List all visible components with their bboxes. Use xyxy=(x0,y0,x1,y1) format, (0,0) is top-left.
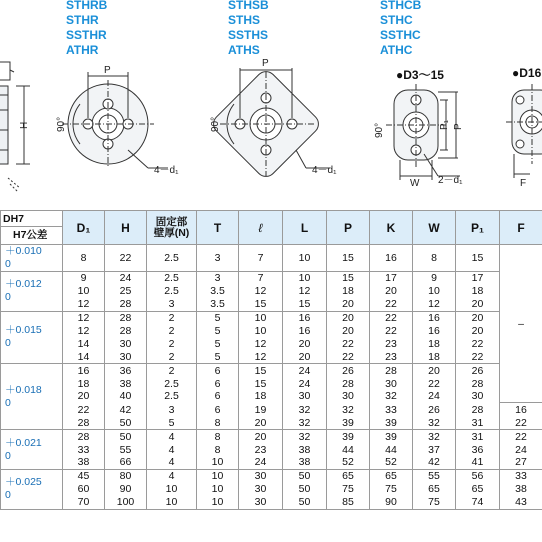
header-f: F xyxy=(500,211,542,245)
series-name: ATHR xyxy=(66,43,99,57)
series-name: STHC xyxy=(380,13,413,27)
table-cell: 2.5 xyxy=(147,377,197,390)
header-p: P xyxy=(327,211,370,245)
table-cell: 10 xyxy=(413,285,456,298)
variant-label-d3-15: ●D3～15 xyxy=(396,68,444,82)
table-cell: 8 xyxy=(197,430,239,443)
table-cell: 4 xyxy=(147,430,197,443)
tolerance-upper: ＋0.012 xyxy=(5,278,42,291)
table-cell: 6 xyxy=(197,364,239,377)
table-cell: 24 xyxy=(500,443,542,456)
table-cell: 2 xyxy=(147,364,197,377)
table-cell: 2.5 xyxy=(147,285,197,298)
table-cell: 2 xyxy=(147,325,197,338)
table-cell: 31 xyxy=(456,416,500,429)
table-cell: 20 xyxy=(327,298,370,311)
series-name: SSTHR xyxy=(66,28,107,42)
table-cell: 22 xyxy=(327,337,370,350)
table-row xyxy=(1,272,542,285)
dim-label-holes: 4－d₁ xyxy=(154,165,179,176)
table-cell: 42 xyxy=(413,456,456,469)
table-cell: 32 xyxy=(283,403,327,416)
table-cell: 7 xyxy=(239,245,283,272)
table-cell: 60 xyxy=(63,483,105,496)
table-row xyxy=(1,496,542,509)
table-cell: 10 xyxy=(147,483,197,496)
dim-label-90: 90° xyxy=(56,116,67,132)
table-cell: 5 xyxy=(197,311,239,324)
table-cell: 26 xyxy=(456,364,500,377)
tolerance-cell xyxy=(1,272,63,312)
table-row xyxy=(1,350,542,363)
table-cell: 75 xyxy=(370,483,413,496)
table-cell: 2.5 xyxy=(147,245,197,272)
table-cell: 5 xyxy=(197,350,239,363)
table-cell: 20 xyxy=(327,325,370,338)
table-cell: 39 xyxy=(327,430,370,443)
table-row xyxy=(1,377,542,390)
table-cell: 18 xyxy=(239,390,283,403)
table-row xyxy=(1,403,542,416)
table-cell: 31 xyxy=(456,430,500,443)
f-not-applicable-cell: – xyxy=(500,245,542,403)
variant-label-d16: ●D16 xyxy=(512,66,542,80)
table-cell: 10 xyxy=(283,272,327,285)
table-cell: 10 xyxy=(197,483,239,496)
table-cell: 4 xyxy=(147,456,197,469)
header-fixed-wall-line1: 固定部 xyxy=(155,215,188,228)
round-flange-drawing xyxy=(62,72,168,168)
header-fixed-wall-line2: 壁厚(N) xyxy=(153,226,190,239)
tolerance-cell xyxy=(1,430,63,470)
table-cell: 28 xyxy=(456,403,500,416)
dim-label-H: H xyxy=(19,121,30,129)
table-cell: 18 xyxy=(413,350,456,363)
table-cell: 32 xyxy=(283,430,327,443)
table-cell: 44 xyxy=(327,443,370,456)
table-cell: 28 xyxy=(327,377,370,390)
table-cell: 75 xyxy=(327,483,370,496)
table-cell: 28 xyxy=(456,377,500,390)
table-cell: 20 xyxy=(283,350,327,363)
table-cell: 41 xyxy=(456,456,500,469)
table-cell: 66 xyxy=(105,456,147,469)
tolerance-upper: ＋0.025 xyxy=(5,476,42,489)
table-cell: 6 xyxy=(197,403,239,416)
dim-label-P: P xyxy=(262,58,269,69)
table-cell: 22 xyxy=(370,311,413,324)
series-name: SSTHC xyxy=(380,28,421,42)
tolerance-cell xyxy=(1,311,63,364)
tolerance-lower: 0 xyxy=(5,337,11,350)
table-cell: 20 xyxy=(239,416,283,429)
table-cell: 38 xyxy=(63,456,105,469)
table-cell: 5 xyxy=(197,325,239,338)
table-cell: 43 xyxy=(500,496,542,509)
table-cell: 37 xyxy=(413,443,456,456)
table-cell: 36 xyxy=(105,364,147,377)
table-cell: 18 xyxy=(63,377,105,390)
tolerance-cell xyxy=(1,364,63,430)
table-header-row xyxy=(1,211,542,245)
table-cell: 12 xyxy=(239,285,283,298)
table-cell: 24 xyxy=(239,456,283,469)
table-cell: 65 xyxy=(370,469,413,482)
dim-label-P: P xyxy=(104,65,111,76)
table-cell: 32 xyxy=(370,390,413,403)
table-row xyxy=(1,483,542,496)
header-dh7 xyxy=(1,211,63,245)
table-cell: 16 xyxy=(63,364,105,377)
table-cell: 33 xyxy=(500,469,542,482)
table-cell: 16 xyxy=(370,245,413,272)
table-row xyxy=(1,430,542,443)
table-cell: 10 xyxy=(197,469,239,482)
table-cell: 3 xyxy=(197,245,239,272)
series-name: SSTHS xyxy=(228,28,269,42)
table-cell: 18 xyxy=(456,285,500,298)
table-cell: 30 xyxy=(327,390,370,403)
table-cell: 23 xyxy=(370,337,413,350)
tolerance-upper: ＋0.018 xyxy=(5,383,42,396)
table-cell: 23 xyxy=(370,350,413,363)
tolerance-lower: 0 xyxy=(5,396,11,409)
dim-label-W: W xyxy=(410,178,420,189)
table-cell: 30 xyxy=(239,496,283,509)
table-cell: 3.5 xyxy=(197,298,239,311)
table-cell: 15 xyxy=(239,364,283,377)
table-cell: 20 xyxy=(63,390,105,403)
table-cell: 17 xyxy=(456,272,500,285)
table-row xyxy=(1,285,542,298)
table-cell: 39 xyxy=(370,416,413,429)
table-cell: 80 xyxy=(105,469,147,482)
table-cell: 14 xyxy=(63,337,105,350)
table-cell: 12 xyxy=(239,337,283,350)
table-cell: 30 xyxy=(105,337,147,350)
header-h: H xyxy=(105,211,147,245)
tolerance-upper: ＋0.010 xyxy=(5,245,42,257)
table-row xyxy=(1,364,542,377)
table-cell: 38 xyxy=(105,377,147,390)
table-cell: 22 xyxy=(63,403,105,416)
header-d1: D₁ xyxy=(63,211,105,245)
dim-label-holes: 2－d₁ xyxy=(438,175,463,186)
dim-label-P1: P₁ xyxy=(439,119,450,130)
table-cell: 55 xyxy=(413,469,456,482)
table-cell: 38 xyxy=(283,456,327,469)
table-cell: 75 xyxy=(413,496,456,509)
table-cell: 15 xyxy=(327,245,370,272)
table-cell: 20 xyxy=(239,430,283,443)
table-cell: 32 xyxy=(413,416,456,429)
header-l-small: ℓ xyxy=(239,211,283,245)
header-fixed-wall xyxy=(147,211,197,245)
table-cell: 12 xyxy=(239,350,283,363)
spec-table xyxy=(0,210,542,510)
table-cell: 2.5 xyxy=(147,390,197,403)
table-cell: 10 xyxy=(63,285,105,298)
table-cell: 50 xyxy=(105,430,147,443)
table-cell: 2 xyxy=(147,337,197,350)
table-cell: 55 xyxy=(105,443,147,456)
table-row xyxy=(1,337,542,350)
table-cell: 22 xyxy=(500,430,542,443)
table-cell: 65 xyxy=(456,483,500,496)
tolerance-lower: 0 xyxy=(5,449,11,462)
table-cell: 90 xyxy=(370,496,413,509)
table-cell: 36 xyxy=(456,443,500,456)
table-cell: 12 xyxy=(63,298,105,311)
table-cell: 14 xyxy=(63,350,105,363)
tolerance-lower: 0 xyxy=(5,489,11,502)
table-cell: 4 xyxy=(147,443,197,456)
table-cell: 30 xyxy=(283,390,327,403)
table-cell: 38 xyxy=(500,483,542,496)
d16-flange-drawing xyxy=(506,84,542,178)
table-cell: 8 xyxy=(197,416,239,429)
table-cell: 45 xyxy=(63,469,105,482)
dim-label-90: 90° xyxy=(210,116,221,132)
table-cell: 30 xyxy=(239,483,283,496)
dim-label-P: P xyxy=(453,123,464,130)
table-cell: 12 xyxy=(63,311,105,324)
table-cell: 18 xyxy=(413,337,456,350)
table-cell: 30 xyxy=(105,350,147,363)
table-cell: 22 xyxy=(370,298,413,311)
table-cell: 12 xyxy=(63,325,105,338)
table-cell: 100 xyxy=(105,496,147,509)
series-name: STHSB xyxy=(228,0,269,12)
table-cell: 40 xyxy=(105,390,147,403)
table-cell: 26 xyxy=(413,403,456,416)
table-cell: 24 xyxy=(283,364,327,377)
table-cell: 15 xyxy=(327,272,370,285)
table-cell: 28 xyxy=(63,416,105,429)
series-name: STHR xyxy=(66,13,99,27)
table-cell: 3.5 xyxy=(197,285,239,298)
table-cell: 22 xyxy=(105,245,147,272)
table-cell: 10 xyxy=(239,325,283,338)
table-cell: 52 xyxy=(370,456,413,469)
table-cell: 4 xyxy=(147,469,197,482)
table-cell: 3 xyxy=(197,272,239,285)
table-cell: 24 xyxy=(105,272,147,285)
table-cell: 28 xyxy=(105,311,147,324)
table-cell: 16 xyxy=(283,311,327,324)
dim-label-holes: 4－d₁ xyxy=(312,165,337,176)
table-cell: 2 xyxy=(147,350,197,363)
table-row xyxy=(1,390,542,403)
table-cell: 22 xyxy=(500,416,542,429)
table-cell: 52 xyxy=(327,456,370,469)
table-cell: 20 xyxy=(413,364,456,377)
table-cell: 17 xyxy=(370,272,413,285)
table-cell: 20 xyxy=(456,311,500,324)
table-cell: 50 xyxy=(283,496,327,509)
table-row xyxy=(1,311,542,324)
table-cell: 12 xyxy=(413,298,456,311)
table-cell: 16 xyxy=(413,325,456,338)
table-cell: 28 xyxy=(370,364,413,377)
table-cell: 16 xyxy=(283,325,327,338)
table-cell: 24 xyxy=(413,390,456,403)
table-cell: 3 xyxy=(147,403,197,416)
table-cell: 26 xyxy=(327,364,370,377)
table-cell: 28 xyxy=(105,325,147,338)
table-cell: 30 xyxy=(370,377,413,390)
table-cell: 50 xyxy=(105,416,147,429)
table-cell: 32 xyxy=(283,416,327,429)
table-cell: 10 xyxy=(147,496,197,509)
table-cell: 9 xyxy=(63,272,105,285)
table-cell: 8 xyxy=(413,245,456,272)
table-row xyxy=(1,416,542,429)
header-L: L xyxy=(283,211,327,245)
table-row xyxy=(1,245,542,272)
table-row xyxy=(1,325,542,338)
table-cell: 22 xyxy=(413,377,456,390)
table-cell: 12 xyxy=(283,285,327,298)
table-cell: 74 xyxy=(456,496,500,509)
tolerance-cell xyxy=(1,245,63,272)
series-name: STHCB xyxy=(380,0,422,12)
table-cell: 15 xyxy=(456,245,500,272)
table-cell: 20 xyxy=(456,298,500,311)
table-cell: 19 xyxy=(239,403,283,416)
table-cell: 20 xyxy=(283,337,327,350)
header-h7-tolerance: H7公差 xyxy=(13,229,48,241)
compact-flange-drawing xyxy=(386,84,460,180)
table-cell: 10 xyxy=(197,496,239,509)
table-cell: 33 xyxy=(370,403,413,416)
table-cell: 5 xyxy=(197,337,239,350)
tolerance-lower: 0 xyxy=(5,258,11,270)
table-cell: 2.5 xyxy=(147,272,197,285)
table-cell: 30 xyxy=(456,390,500,403)
tolerance-lower: 0 xyxy=(5,291,11,304)
table-cell: 50 xyxy=(283,483,327,496)
header-dh7-text: DH7 xyxy=(3,213,25,225)
dim-label-90: 90° xyxy=(374,122,385,138)
table-cell: 3 xyxy=(147,298,197,311)
table-cell: 32 xyxy=(413,430,456,443)
table-cell: 23 xyxy=(239,443,283,456)
header-k: K xyxy=(370,211,413,245)
table-cell: 16 xyxy=(413,311,456,324)
table-cell: 56 xyxy=(456,469,500,482)
series-name: ATHS xyxy=(228,43,260,57)
table-cell: 39 xyxy=(370,430,413,443)
table-cell: 18 xyxy=(327,285,370,298)
table-cell: 22 xyxy=(370,325,413,338)
table-cell: 42 xyxy=(105,403,147,416)
table-cell: 8 xyxy=(197,443,239,456)
table-cell: 32 xyxy=(327,403,370,416)
table-cell: 22 xyxy=(456,350,500,363)
technical-drawings xyxy=(0,0,542,205)
tolerance-upper: ＋0.015 xyxy=(5,324,42,337)
table-cell: 25 xyxy=(105,285,147,298)
header-w: W xyxy=(413,211,456,245)
table-cell: 39 xyxy=(327,416,370,429)
header-p1: P₁ xyxy=(456,211,500,245)
table-cell: 10 xyxy=(197,456,239,469)
table-cell: 28 xyxy=(63,430,105,443)
spec-table-body xyxy=(1,245,542,510)
table-cell: 10 xyxy=(283,245,327,272)
header-t: T xyxy=(197,211,239,245)
table-cell: 20 xyxy=(456,325,500,338)
table-cell: 9 xyxy=(413,272,456,285)
table-row xyxy=(1,469,542,482)
table-row xyxy=(1,443,542,456)
table-cell: 22 xyxy=(327,350,370,363)
table-cell: 44 xyxy=(370,443,413,456)
table-cell: 7 xyxy=(239,272,283,285)
table-row xyxy=(1,298,542,311)
table-cell: 65 xyxy=(327,469,370,482)
table-cell: 10 xyxy=(239,311,283,324)
table-cell: 33 xyxy=(63,443,105,456)
table-row xyxy=(1,456,542,469)
table-cell: 15 xyxy=(239,377,283,390)
table-cell: 27 xyxy=(500,456,542,469)
table-cell: 20 xyxy=(370,285,413,298)
table-cell: 85 xyxy=(327,496,370,509)
table-cell: 2 xyxy=(147,311,197,324)
drawing-area xyxy=(0,0,542,205)
series-name: STHRB xyxy=(66,0,108,12)
table-cell: 65 xyxy=(413,483,456,496)
table-cell: 30 xyxy=(239,469,283,482)
table-cell: 22 xyxy=(456,337,500,350)
series-name: STHS xyxy=(228,13,261,27)
table-cell: 15 xyxy=(239,298,283,311)
table-cell: 38 xyxy=(283,443,327,456)
table-cell: 70 xyxy=(63,496,105,509)
series-name: ATHC xyxy=(380,43,413,57)
table-cell: 90 xyxy=(105,483,147,496)
table-cell: 5 xyxy=(147,416,197,429)
square-flange-drawing xyxy=(209,67,330,180)
table-cell: 6 xyxy=(197,390,239,403)
table-cell: 20 xyxy=(327,311,370,324)
table-cell: 15 xyxy=(283,298,327,311)
tolerance-cell xyxy=(1,469,63,509)
table-cell: 24 xyxy=(283,377,327,390)
table-cell: 50 xyxy=(283,469,327,482)
dim-label-F: F xyxy=(520,178,527,189)
table-cell: 6 xyxy=(197,377,239,390)
table-cell: 28 xyxy=(105,298,147,311)
table-cell: 8 xyxy=(63,245,105,272)
table-cell: 16 xyxy=(500,403,542,416)
tolerance-upper: ＋0.021 xyxy=(5,436,42,449)
